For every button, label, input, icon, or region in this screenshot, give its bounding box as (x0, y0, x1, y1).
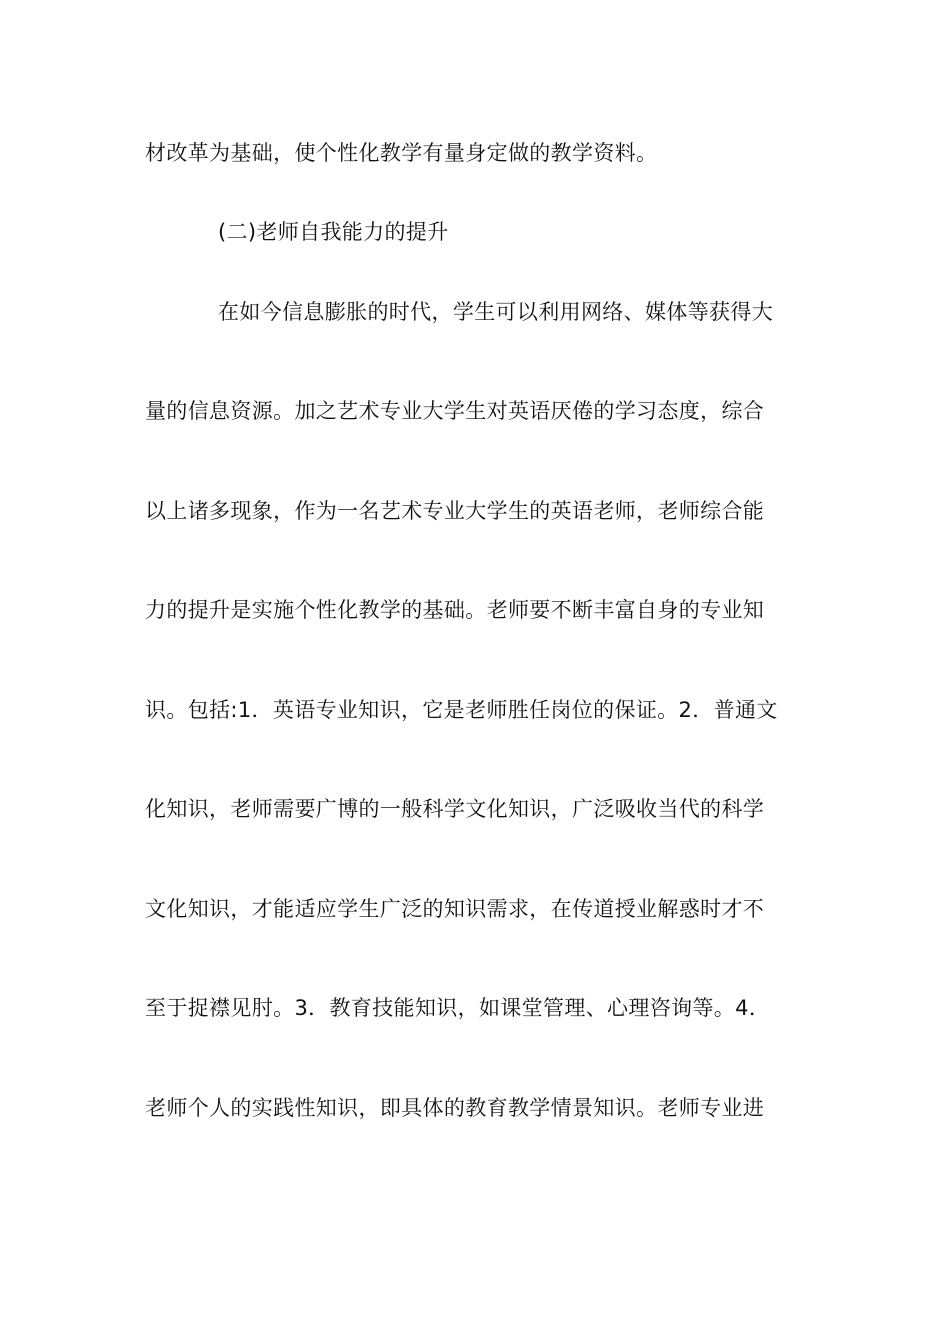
paragraph-line: 材改革为基础，使个性化教学有量身定做的教学资料。 (145, 141, 658, 165)
paragraph-line: 化知识，老师需要广博的一般科学文化知识，广泛吸收当代的科学 (145, 797, 765, 821)
section-heading: (二)老师自我能力的提升 (218, 220, 449, 244)
paragraph-line: 量的信息资源。加之艺术专业大学生对英语厌倦的学习态度，综合 (145, 399, 765, 423)
paragraph-line: 在如今信息膨胀的时代，学生可以利用网络、媒体等获得大 (218, 300, 774, 324)
paragraph-line: 至于捉襟见肘。3．教育技能知识，如课堂管理、心理咨询等。4． (145, 996, 771, 1020)
paragraph-line: 以上诸多现象，作为一名艺术专业大学生的英语老师，老师综合能 (145, 499, 765, 523)
paragraph-line: 力的提升是实施个性化教学的基础。老师要不断丰富自身的专业知 (145, 598, 765, 622)
paragraph-line: 文化知识，才能适应学生广泛的知识需求，在传道授业解惑时才不 (145, 897, 765, 921)
paragraph-line: 识。包括:1．英语专业知识，它是老师胜任岗位的保证。2．普通文 (145, 698, 778, 722)
paragraph-line: 老师个人的实践性知识，即具体的教育教学情景知识。老师专业进 (145, 1096, 765, 1120)
